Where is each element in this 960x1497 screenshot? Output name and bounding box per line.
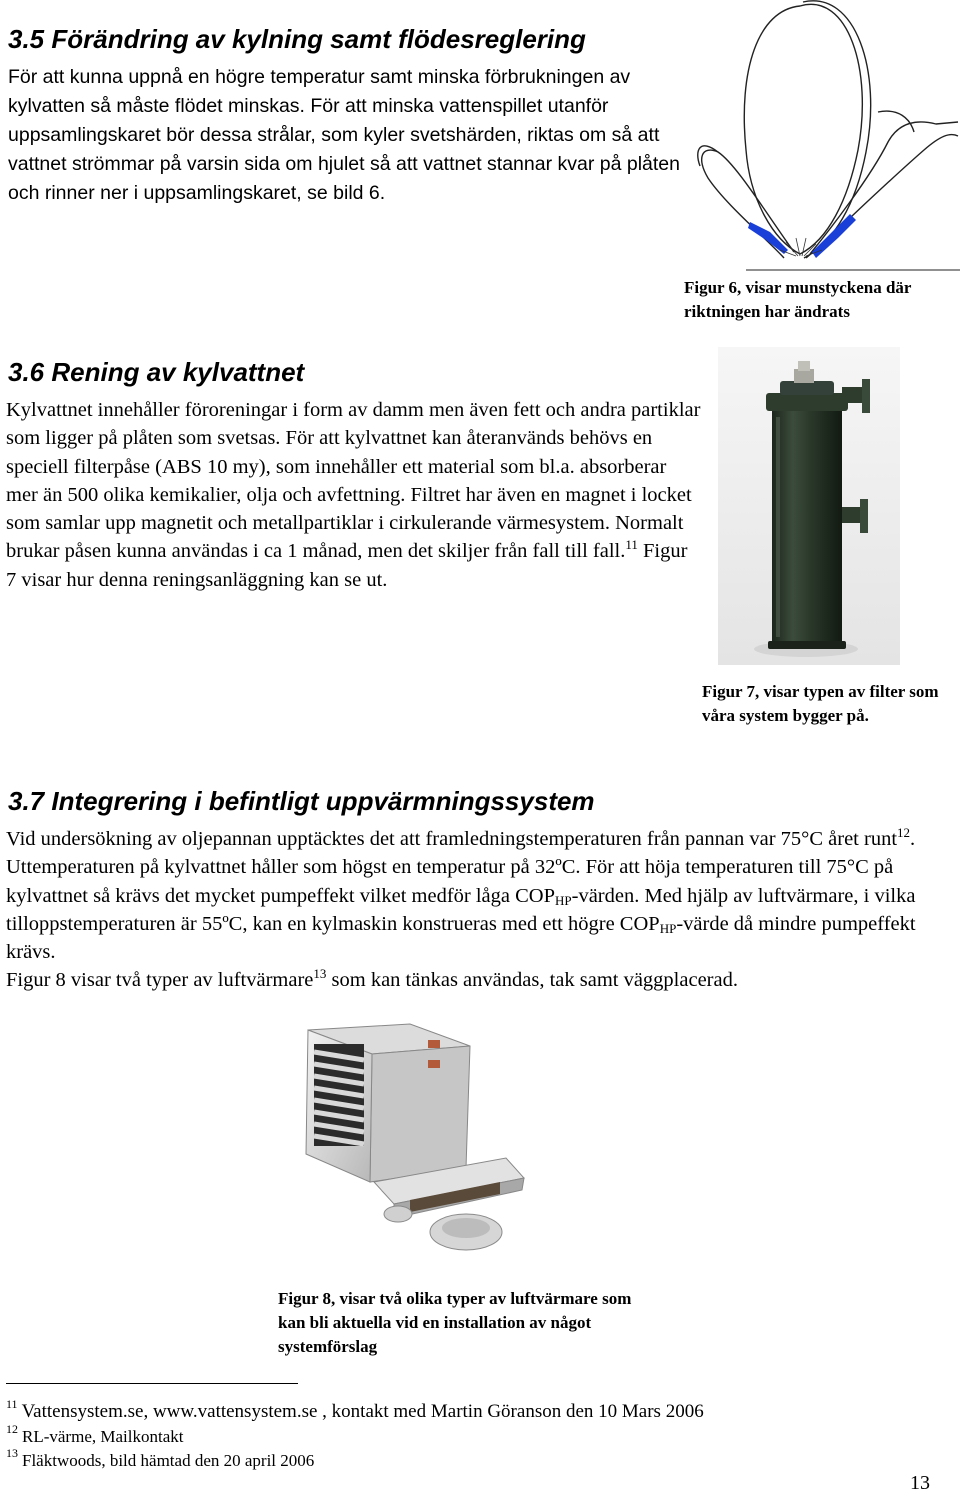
footnote-text: Vattensystem.se, www.vattensystem.se , kontakt med Martin Göranson den 10 Mars 2006 — [21, 1401, 704, 1422]
section-body-3-7-p2 — [6, 966, 946, 994]
section-body-3-7-p1 — [6, 825, 946, 966]
footnote-number: 13 — [6, 1446, 18, 1460]
footnote-number: 11 — [6, 1397, 18, 1411]
footnote-text: RL-värme, Mailkontakt — [22, 1427, 184, 1446]
section-heading-3-7: 3.7 Integrering i befintligt uppvärmningssystem — [8, 786, 595, 816]
cop-subscript-2: HP — [659, 920, 677, 936]
page-number: 13 — [910, 1472, 930, 1494]
footnote-number: 12 — [6, 1422, 18, 1436]
p2-text-b: som kan tänkas användas, tak samt väggplacerad. — [326, 969, 738, 991]
section-body-3-6-text: Kylvattnet innehåller föroreningar i form av damm men även fett och andra partiklar som ligger på plåten som svetsas. För att kylvattnet kan återanvänds behövs en speciell filterpåse (ABS 10 my), som innehåller ett material som bl.a. absorberar mer än 500 olika kemikalier, olja och avfettning. Filtret har även en magnet i locket som samlar upp magnetit och metallpartiklar i cirkulerande värmesystem. Normalt brukar påsen kunna användas i ca 1 månad, men det skiljer från fall till fall. — [6, 399, 701, 563]
footnote-13 — [6, 1446, 315, 1471]
p1-text-c: -värden. Med hjälp av luftvärmare, i vilka tilloppstemperaturen är 55ºC, kan en kylmaskin konstrueras med ett högre COP — [6, 884, 916, 935]
footnote-ref-13: 13 — [313, 966, 327, 981]
section-heading-3-6: 3.6 Rening av kylvattnet — [8, 357, 305, 387]
wall-heater-unit — [306, 1024, 470, 1182]
figure-8-air-heaters — [290, 1018, 540, 1268]
section-body-3-5: För att kunna uppnå en högre temperatur samt minska förbrukningen av kylvatten så måste flödet minskas. För att minska vattenspillet utanför uppsamlingskaret bör dessa strålar, som kyler svetshärden, riktas om så att vattnet strömmar på varsin sida om hjulet så att vattnet stannar kvar på plåten och rinner ner i uppsamlingskaret, se bild 6. — [8, 66, 680, 204]
section-body-3-6-tail: Figur 7 visar hur denna reningsanläggning kan se ut. — [6, 540, 688, 591]
p1-text-d: -värde då mindre pumpeffekt krävs. — [6, 912, 916, 964]
footnote-ref-11: 11 — [625, 537, 638, 553]
section-heading-3-5: 3.5 Förändring av kylning samt flödesreglering — [8, 24, 586, 54]
figure-7-caption: Figur 7, visar typen av filter som våra system bygger på. — [702, 682, 939, 725]
p1-text-b: . Uttemperaturen på kylvattnet håller som högst en temperatur på 32ºC. För att höja temperaturen till 75°C på kylvattnet så krävs det mycket pumpeffekt vilket medför låga COP — [6, 828, 916, 907]
p1-text-a: Vid undersökning av oljepannan upptäcktes det att framledningstemperaturen från pannan var 75°C året runt — [6, 828, 898, 850]
nozzle-left-blue — [748, 222, 788, 254]
footnote-separator — [6, 1383, 298, 1384]
footnote-11 — [6, 1397, 704, 1423]
figure-6-nozzle-sketch — [688, 0, 960, 272]
footnote-text: Fläktwoods, bild hämtad den 20 april 2006 — [22, 1451, 315, 1470]
figure-6-caption: Figur 6, visar munstyckena där riktningen har ändrats — [684, 278, 912, 321]
cop-subscript-1: HP — [555, 892, 572, 908]
footnote-ref-12: 12 — [897, 825, 911, 840]
p2-text-a: Figur 8 visar två typer av luftvärmare — [6, 969, 314, 991]
footnote-12 — [6, 1422, 184, 1447]
figure-7-filter-photo — [718, 347, 900, 665]
section-body-3-6 — [6, 396, 702, 594]
figure-8-caption: Figur 8, visar två olika typer av luftvärmare som kan bli aktuella vid en installation av något systemförslag — [278, 1289, 632, 1356]
